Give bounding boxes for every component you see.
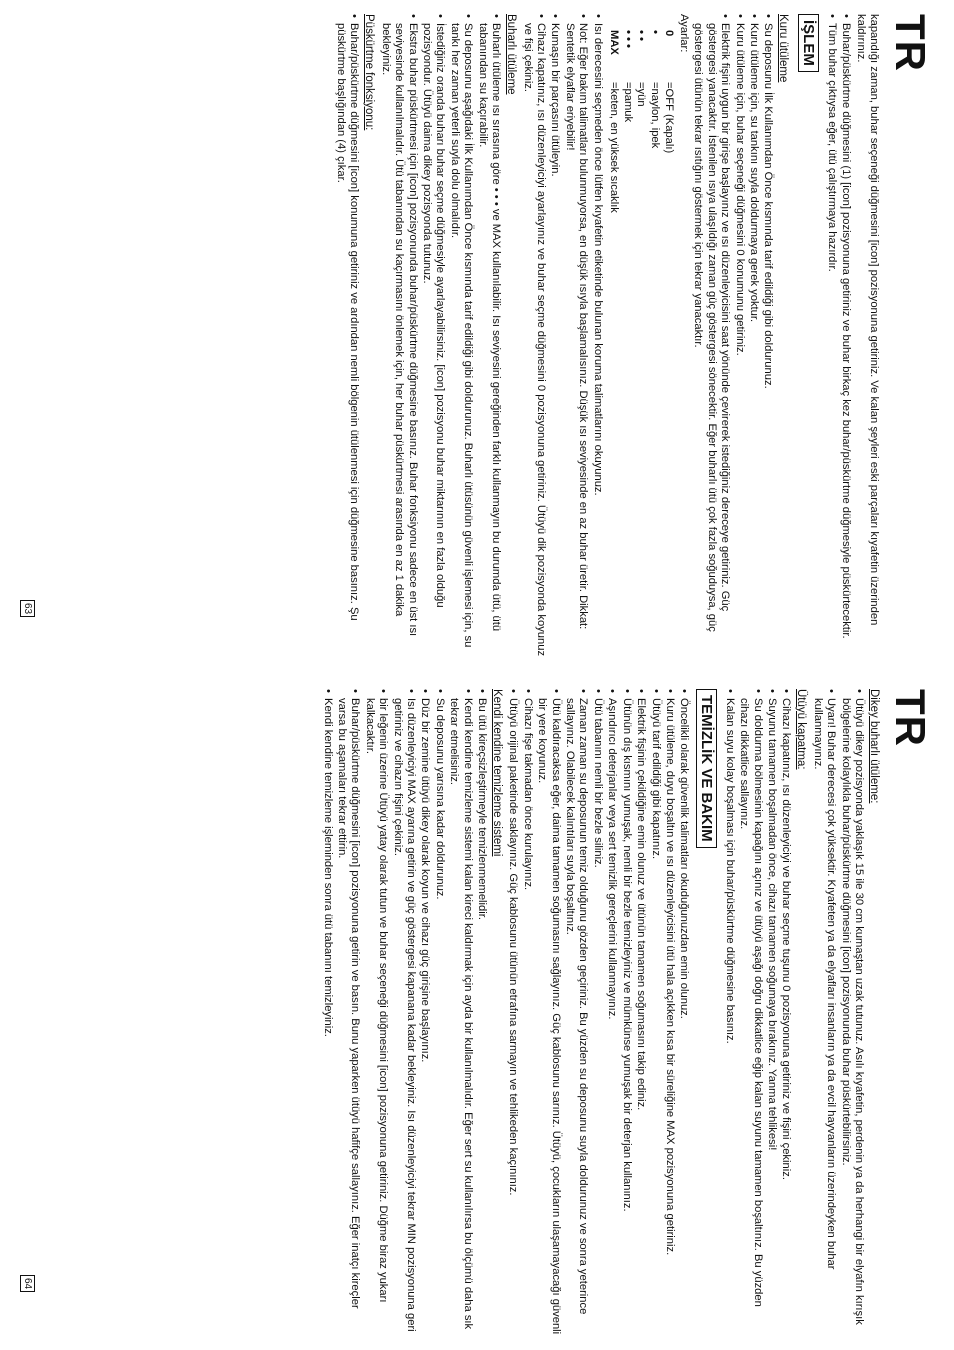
setting-row	[620, 30, 634, 661]
intro-bullet-1: • Buhar/püskürtme düğmesini (1) [icon] pozisyonuna getiriniz ve buhar birkaç kez buhar/püskürtme düğmesiyle püskürtecektir.	[839, 14, 852, 661]
bullet-original-package: • Ütüyü orijinal paketinde saklayınız. Güç kablosunu ütünün etrafına sarmayın ve tehlikeden kaçınınız.	[506, 689, 519, 1336]
section-title-islem: İŞLEM	[798, 14, 819, 72]
bullet-steam-amount: • İstediğiniz oranda buharı buhar seçme düğmesiyle ayarlayabilirsiniz. [icon] pozisyonu buhar miktarının en fazla olduğu pozisyondur. Ütüyü daima dikey pozisyonda tutunuz.	[420, 14, 447, 661]
setting-description: =yün	[635, 82, 648, 107]
setting-symbol: • • •	[621, 30, 634, 48]
bullet-care-label: • Isı derecesini seçmeden önce lütfen kıyafetin etiketinde bulunan koruma talimatlarını okuyunuz.	[590, 14, 603, 661]
bullet-no-water-needed: • Kuru ütüleme için, su tankını suyla doldurmaya gerek yoktur.	[747, 14, 760, 661]
page-number: 64	[20, 1275, 35, 1292]
subhead-spray-function: Püskürtme fonksiyonu:	[363, 14, 376, 131]
language-label: TR	[887, 14, 934, 72]
bullet-clean-soleplate-after: • Kendi kendine temizleme işleminden sonra ütü tabanını temizleyiniz.	[320, 689, 333, 1336]
bullet-press-spray: • Kalan suyu kolay boşalması için buhar/püskürtme düğmesine basınız.	[722, 689, 735, 1336]
bullet-no-abrasives: • Aşındırıcı deterjanlar veya sert temizlik gereçlerini kullanmayınız.	[605, 689, 618, 1336]
subhead-switch-off: Ütüyü kapatma:	[795, 689, 808, 770]
bullet-steam-zero: • Kuru ütüleme için, buhar seçeneği düğmesini 0 konumunu getiriniz.	[732, 14, 745, 661]
bullet-stand-vertical: • Düz bir zemine ütüyü dikey olarak koyun ve cihazı güç girişine başlayınız.	[418, 689, 431, 1336]
bullet-max-briefly: • Kuru ütüleme, duyu boşaltın ve ısı düzenleyicisini ütü hala açıkken kısa bir süreliğine MAX pozisyonuna getiriniz.	[663, 689, 676, 1336]
bullet-test-piece: • Kumaşın bir parçasını ütüleyin.	[548, 14, 561, 661]
bullet-switch-off: • Cihazı kapatınız, ısı düzenleyiciyi ayarlayınız ve buhar seçme düğmesini 0 pozisyonuna getiriniz. Ütüyü dik pozisyonda koyunuz ve fişi çekiniz.	[520, 14, 547, 661]
bullet-clean-exterior: • Ütünün dış kısmını yumuşak, nemli bir bezle temizleyiniz ve mümkünse yumuşak bir deterjan kullanınız.	[619, 689, 632, 1336]
setting-symbol: MAX	[608, 30, 621, 55]
bullet-empty-water: • Su doldurma bölmesinin kapağını açınız ve ütüyü aşağı doğru dikkatlice eğip kalan suyunu tamamen boşaltınız. Bu yüzden cihazı dikkatlice sallayınız.	[737, 689, 764, 1336]
bullet-safety-read: • Öncelikli olarak güvenlik talimatları okuduğunuzdan emin olunuz.	[677, 689, 690, 1336]
setting-row	[661, 30, 675, 661]
bullet-warning-hot-steam: • Uyarı! Buhar derecesi çok yüksektir. Kıyafeten ya da elyafları insanların ya da evcil hayvanların üzerindeyken buhar kullanmayınız.	[810, 689, 837, 1336]
setting-row	[647, 30, 661, 661]
bullet-no-descaling: • Bu ütü kireçsizleştirmeyle temizlenmemelidir.	[475, 689, 488, 1336]
settings-list	[607, 30, 675, 661]
bullet-monthly-self-clean: • Kendi kendine temizleme sistemi kalan kireci kaldırmak için ayda bir kullanılmalıdır. Eğer sert su kullanılırsa bu ölçümü daha sık tekrar etmelisiniz.	[447, 689, 474, 1336]
bullet-spray: • Buhar/püskürtme düğmesini [icon] konumuna getiriniz ve ardından nemli bölgenin ütülenmesi için düğmesine basınız. Şu püskürtme başlığından (4) çıkar.	[334, 14, 361, 661]
bullet-wipe-soleplate: • Ütü tabanını nemli bir bezle siliniz.	[591, 689, 604, 1336]
bullet-unplug-cool: • Elektrik fişinin çekildiğine emin olunuz ve ütünün tamamen soğumasını takip ediniz.	[634, 689, 647, 1336]
bullet-steam-levels: • Buharlı ütüleme ısı sırasına göre • • • ve MAX kullanılabilir. Isı seviyesini gereğinden farklı kullanmayın bu durumda ütü, ütü tabanından su kaçırabilir.	[475, 14, 502, 661]
subhead-dry-ironing: Kuru ütüleme	[777, 14, 790, 83]
intro-paragraph: kapandığı zaman, buhar seçeneği düğmesini [icon] pozisyonuna getiriniz. Ve kalan şeyleri eski parçaları kıyafetin üzerinden kaldırınız.	[854, 14, 880, 626]
bullet-fill-tank-steam: • Su deposunu aşağıdaki İlk Kullanımdan Önce kısmında tarif edildiği gibi doldurunuz. Buharlı ütüsünün güvenli işlemesi için, su tankı her zaman yeterli suyla dolu olmalıdır.	[448, 14, 475, 661]
bullet-half-fill: • Su deposunu yarısına kadar doldurunuz.	[432, 689, 445, 1336]
intro-bullet-2: • Tüm buhar çıktıysa eğer, ütü çalıştırmaya hazırdır.	[824, 14, 837, 661]
bullet-dry-before-plug: • Cihazı fişe takmadan önce kurulayınız.	[520, 689, 533, 1336]
bullet-over-basin: • bir leğenin üzerine Ütüyü yatay olarak tutun ve buhar seçeneği düğmesini [icon] pozisyonuna getiriniz. Düğme biraz yukarı kalkacaktır.	[362, 689, 389, 1336]
setting-row	[607, 30, 621, 661]
subhead-self-clean: Kendi kendine temizleme sistemi	[491, 689, 504, 857]
settings-intro: Ayarlar:	[677, 14, 690, 53]
bullet-check-tank: • Zaman zaman su deposunun temiz olduğunu gözden geçiriniz. Bu yüzden su deposunu suyla doldurunuz ve sonra yeterince sallayınız. Olabilecek kalıntıları suyla boşaltınız.	[563, 689, 590, 1336]
bullet-fill-tank: • Su deposunu İlk Kullanımdan Önce kısmında tarif edildiği gibi doldurunuz.	[761, 14, 774, 661]
setting-row	[634, 30, 648, 661]
bullet-store-safely: • Ütü kaldıracaksa eğer, daima tamamen soğumasını sağlayınız. Güç kablosunu sarınız. Ütüyü, çocukların ulaşamayacağı güvenli bir yere koyunuz.	[535, 689, 562, 1336]
page-number: 63	[20, 600, 35, 617]
setting-description: =OFF (Kapalı)	[662, 82, 675, 154]
bullet-note-synthetic: • Not: Eğer bakım talimatları bulunmuyorsa, en düşük ısıyla başlamalısınız. Düşük ısı seviyesinde en az buhar üretir. Dikkat: Sentetik elyaflar eriyebilir!	[562, 14, 589, 661]
subhead-steam-ironing: Buharlı ütüleme	[505, 14, 518, 95]
bullet-switch-off-described: • Ütüyü tarif edildiği gibi kapatınız.	[648, 689, 661, 1336]
setting-symbol: •	[648, 30, 661, 34]
bullet-vertical-distance: • Ütüyü dikey pozisyonda yaklaşık 15 ile 30 cm kumaştan uzak tutunuz. Asılı kıyafetin, perdenin ya da herhangi bir elyafın kırışık bölgelerine kolaylıkla buhar/püskürtme düğmesini [icon] pozisyonunda buhar püskürtebilirsiniz.	[838, 689, 865, 1336]
page-64-content	[0, 675, 954, 1350]
page-64-half	[0, 675, 954, 1350]
language-label: TR	[887, 689, 934, 747]
setting-description: =keten, en yüksek sıcaklık	[608, 82, 621, 213]
page-64-rotated	[0, 675, 954, 1350]
section-title-cleaning: TEMİZLİK VE BAKIM	[696, 689, 717, 848]
setting-symbol: • •	[635, 30, 648, 41]
bullet-press-and-shake: • Buhar/püskürtme düğmesini [icon] pozisyonuna getirin ve basın. Bunu yaparken ütüyü hafifçe sallayınız. Eğer inatçı kireçler varsa bu aşamaları tekrar ettirin.	[335, 689, 362, 1336]
bullet-unplug: • Cihazı kapatınız, ısı düzenleyiciyi ve buhar seçme tuşunu 0 pozisyonuna getiriniz ve fişini çekiniz.	[779, 689, 792, 1336]
bullet-cool-down: • Suyunu tamamen boşalmadan önce, cihazı tamamen soğumaya bırakınız. Yanma tehlikesi!	[765, 689, 778, 1336]
bullet-plug-in: • Elektrik fişini uygun bir girişe başlayınız ve ısı düzenleyicisini saat yönünde çevirerek istediğiniz dereceye getiriniz. Güç göstergesi yanacaktır. İstenilen ısıya ulaşıldığı zaman güç göstergesi sönecektir. Eğer buharlı ütü çok fazla soğuduysa, güç göstergesi ütünün tekrar ısıtığını göstermek için tekrar yanacaktır.	[691, 14, 731, 661]
bullet-extra-steam: • Ekstra buhar püskürtmesi için [icon] pozisyonunda buhar/püskürtme düğmesine basınız. Buhar fonksiyonu sadece en üst ısı seviyesinde kullanılmalıdır. Ütü tabanından su kaçırmasını önlemek için, her buhar püskürtmesi arasında en az 1 dakika bekleyiniz.	[378, 14, 418, 661]
setting-description: =pamuk	[621, 82, 634, 123]
setting-symbol: 0	[662, 30, 675, 37]
subhead-vertical-steam: Dikey buharlı ütüleme:	[868, 689, 880, 804]
setting-description: =naylon, ipek	[648, 82, 661, 149]
bullet-max-then-min: • Isı düzenleyiciyi MAX ayarına getirin ve güç göstergesi kapanana kadar bekleyiniz. Isı düzenleyiciyi tekrar MIN pozisyonuna geri getiriniz ve cihazın fişini çekiniz.	[390, 689, 417, 1336]
